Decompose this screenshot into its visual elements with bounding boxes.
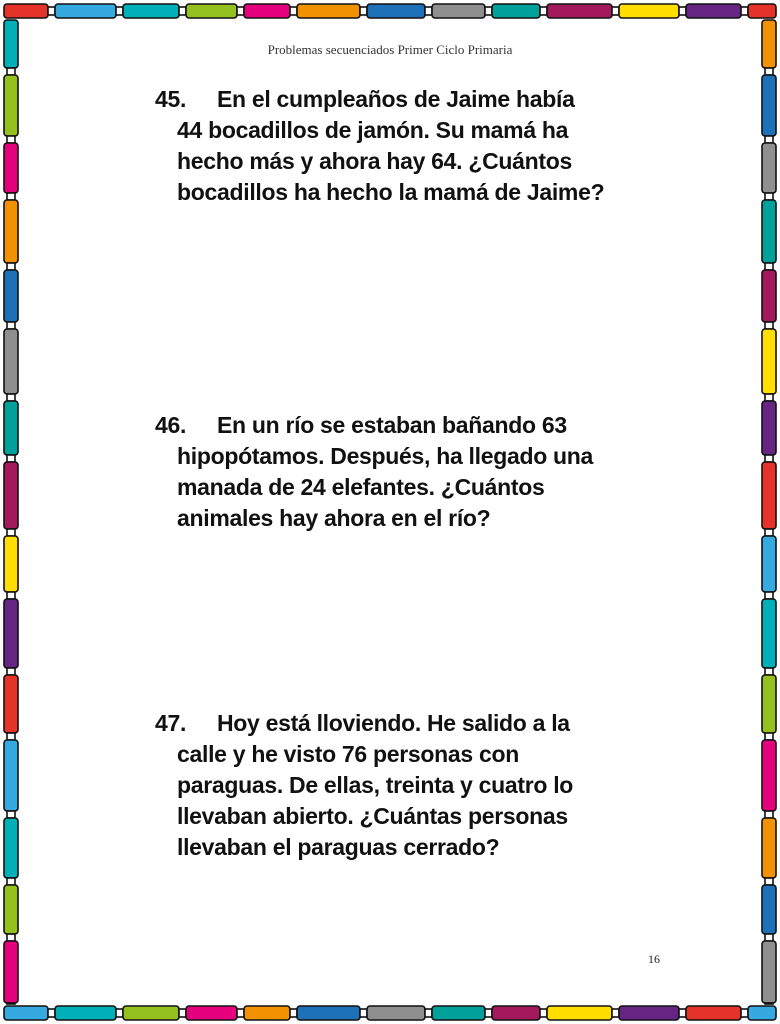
border-spacer xyxy=(7,322,15,329)
border-spacer xyxy=(7,592,15,599)
worksheet-page xyxy=(22,22,758,1002)
border-segment xyxy=(4,941,18,1003)
border-spacer xyxy=(679,1009,686,1017)
border-spacer xyxy=(425,1009,432,1017)
border-spacer xyxy=(7,878,15,885)
border-spacer xyxy=(765,455,773,462)
border-spacer xyxy=(360,7,367,15)
border-segment xyxy=(244,1006,290,1020)
border-segment xyxy=(297,1006,360,1020)
border-segment xyxy=(4,20,18,68)
border-spacer xyxy=(7,455,15,462)
border-segment xyxy=(297,4,360,18)
border-spacer xyxy=(7,934,15,941)
problem-47 xyxy=(155,708,635,863)
border-segment xyxy=(762,675,776,733)
border-segment xyxy=(762,536,776,592)
border-spacer xyxy=(7,68,15,75)
border-spacer xyxy=(765,394,773,401)
border-spacer xyxy=(485,7,492,15)
border-segment xyxy=(762,200,776,263)
border-segment xyxy=(4,329,18,394)
border-spacer xyxy=(612,1009,619,1017)
border-segment xyxy=(4,818,18,878)
border-spacer xyxy=(765,811,773,818)
border-spacer xyxy=(765,733,773,740)
page-header: Problemas secuenciados Primer Ciclo Primaria xyxy=(267,42,513,57)
page-number: 16 xyxy=(648,952,660,966)
border-segment xyxy=(492,1006,540,1020)
problem-line: hipopótamos. Después, ha llegado una xyxy=(177,443,594,469)
border-segment xyxy=(619,1006,679,1020)
border-spacer xyxy=(7,193,15,200)
border-segment xyxy=(748,1006,776,1020)
border-segment xyxy=(4,885,18,934)
border-spacer xyxy=(7,668,15,675)
border-segment xyxy=(762,401,776,455)
border-segment xyxy=(186,4,237,18)
border-segment xyxy=(123,1006,179,1020)
border-segment xyxy=(432,4,485,18)
border-spacer xyxy=(540,7,547,15)
border-spacer xyxy=(290,7,297,15)
border-segment xyxy=(4,462,18,529)
border-spacer xyxy=(7,811,15,818)
border-segment xyxy=(4,401,18,455)
border-segment xyxy=(762,885,776,934)
border-segment xyxy=(244,4,290,18)
border-segment xyxy=(547,4,612,18)
border-spacer xyxy=(7,136,15,143)
border-spacer xyxy=(765,322,773,329)
problem-line: hecho más y ahora hay 64. ¿Cuántos xyxy=(177,148,572,174)
border-segment xyxy=(4,200,18,263)
border-segment xyxy=(686,1006,741,1020)
border-spacer xyxy=(360,1009,367,1017)
problem-line: 46. En un río se estaban bañando 63 xyxy=(155,410,635,441)
border-segment xyxy=(4,675,18,733)
border-segment xyxy=(55,4,116,18)
border-spacer xyxy=(290,1009,297,1017)
border-spacer xyxy=(7,529,15,536)
border-segment xyxy=(367,4,425,18)
problem-line: animales hay ahora en el río? xyxy=(177,505,491,531)
border-spacer xyxy=(237,7,244,15)
border-spacer xyxy=(765,68,773,75)
border-segment xyxy=(762,740,776,811)
border-segment xyxy=(619,4,679,18)
border-spacer xyxy=(765,193,773,200)
problem-line: llevaban abierto. ¿Cuántas personas xyxy=(177,803,568,829)
border-spacer xyxy=(741,1009,748,1017)
border-spacer xyxy=(48,1009,55,1017)
border-spacer xyxy=(765,529,773,536)
problem-line: calle y he visto 76 personas con xyxy=(177,741,519,767)
problem-line: manada de 24 elefantes. ¿Cuántos xyxy=(177,474,545,500)
border-spacer xyxy=(179,7,186,15)
border-spacer xyxy=(7,263,15,270)
border-segment xyxy=(762,462,776,529)
border-segment xyxy=(186,1006,237,1020)
border-spacer xyxy=(7,1003,15,1004)
border-segment xyxy=(762,270,776,322)
border-spacer xyxy=(116,1009,123,1017)
border-spacer xyxy=(7,733,15,740)
border-segment xyxy=(748,4,776,18)
problem-line: bocadillos ha hecho la mamá de Jaime? xyxy=(177,179,605,205)
border-segment xyxy=(492,4,540,18)
border-segment xyxy=(4,599,18,668)
problem-line: llevaban el paraguas cerrado? xyxy=(177,834,500,860)
border-spacer xyxy=(765,878,773,885)
border-segment xyxy=(547,1006,612,1020)
border-segment xyxy=(4,4,48,18)
border-spacer xyxy=(116,7,123,15)
problem-number: 45. xyxy=(155,86,187,112)
problem-number: 47. xyxy=(155,710,187,736)
border-spacer xyxy=(765,934,773,941)
border-segment xyxy=(4,1006,48,1020)
border-spacer xyxy=(237,1009,244,1017)
problem-line: paraguas. De ellas, treinta y cuatro lo xyxy=(177,772,574,798)
border-spacer xyxy=(179,1009,186,1017)
border-spacer xyxy=(7,394,15,401)
problem-number: 46. xyxy=(155,412,187,438)
problem-line: 47. Hoy está lloviendo. He salido a la xyxy=(155,708,635,739)
border-segment xyxy=(367,1006,425,1020)
border-segment xyxy=(762,599,776,668)
border-segment xyxy=(4,270,18,322)
border-spacer xyxy=(765,592,773,599)
border-spacer xyxy=(485,1009,492,1017)
border-segment xyxy=(762,941,776,1003)
problem-line: 44 bocadillos de jamón. Su mamá ha xyxy=(177,117,569,143)
border-segment xyxy=(762,75,776,136)
border-spacer xyxy=(765,1003,773,1004)
border-segment xyxy=(762,20,776,68)
border-spacer xyxy=(765,668,773,675)
border-spacer xyxy=(48,7,55,15)
border-segment xyxy=(123,4,179,18)
border-spacer xyxy=(741,7,748,15)
border-segment xyxy=(432,1006,485,1020)
border-segment xyxy=(55,1006,116,1020)
border-spacer xyxy=(765,136,773,143)
border-segment xyxy=(4,740,18,811)
border-spacer xyxy=(679,7,686,15)
border-segment xyxy=(4,75,18,136)
problem-line: 45. En el cumpleaños de Jaime había xyxy=(155,84,635,115)
border-spacer xyxy=(540,1009,547,1017)
border-spacer xyxy=(765,263,773,270)
border-spacer xyxy=(612,7,619,15)
border-spacer xyxy=(425,7,432,15)
border-segment xyxy=(762,818,776,878)
problem-46 xyxy=(155,410,635,534)
problem-45 xyxy=(155,84,635,208)
border-segment xyxy=(4,536,18,592)
border-segment xyxy=(4,143,18,193)
border-segment xyxy=(686,4,741,18)
border-segment xyxy=(762,329,776,394)
border-segment xyxy=(762,143,776,193)
